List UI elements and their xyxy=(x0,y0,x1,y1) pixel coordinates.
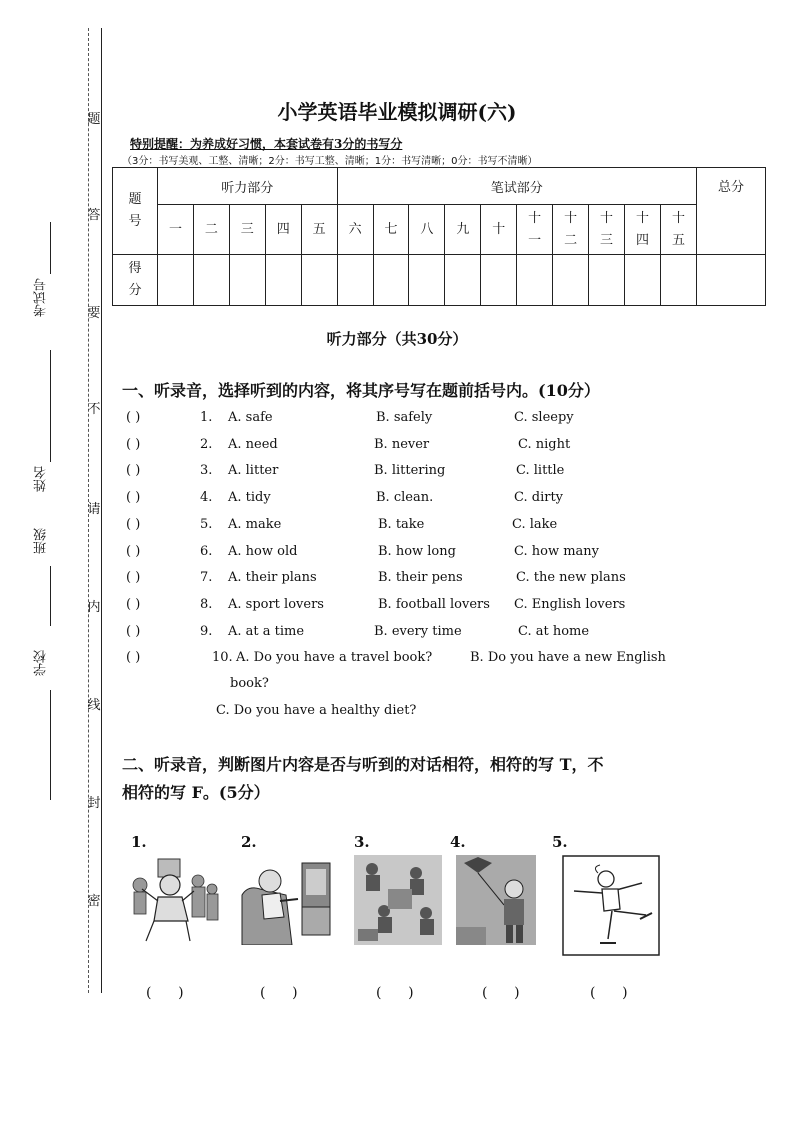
listening-section-title: 听力部分（共30分） xyxy=(326,330,468,348)
option-b: B. littering xyxy=(374,463,446,479)
option-a: A. how old xyxy=(228,543,298,559)
picture-number: 2. xyxy=(241,833,257,851)
answer-bracket-4[interactable]: ( ) xyxy=(482,985,520,1001)
seal-char: 内 xyxy=(87,600,101,615)
question-number-cell: 十 五 xyxy=(660,205,696,255)
score-cell[interactable] xyxy=(301,255,337,306)
option-b: B. take xyxy=(378,516,425,532)
question-number-cell: 十 一 xyxy=(517,205,553,255)
option-a: A. Do you have a travel book? xyxy=(236,650,433,665)
option-a: A. at a time xyxy=(228,623,305,639)
score-cell[interactable] xyxy=(193,255,229,306)
picture-number: 5. xyxy=(552,833,568,851)
answer-bracket[interactable]: ( ) xyxy=(126,650,141,665)
option-c: C. little xyxy=(516,463,565,479)
question-number-cell: 五 xyxy=(301,205,337,255)
row-label-score: 得 分 xyxy=(113,255,158,306)
name-field[interactable] xyxy=(50,350,51,462)
option-b: B. never xyxy=(374,436,430,452)
writing-notice-detail: （3分：书写美观、工整、清晰；2分：书写工整、清晰；1分：书写清晰；0分：书写不清晰） xyxy=(122,156,538,167)
part2-heading-line1: 二、听录音，判断图片内容是否与听到的对话相符，相符的写 T，不 xyxy=(122,755,604,774)
question-number: 5. xyxy=(200,516,213,532)
option-c: C. the new plans xyxy=(516,570,626,586)
question-number-cell: 八 xyxy=(409,205,445,255)
option-c: C. night xyxy=(518,436,571,452)
picture-3-children-playing xyxy=(354,855,442,945)
option-b: B. their pens xyxy=(378,570,463,586)
question-number-cell: 二 xyxy=(193,205,229,255)
school-label: 学校 xyxy=(34,650,49,676)
option-a: A. litter xyxy=(228,463,279,479)
question-number: 2. xyxy=(200,436,213,452)
question-number: 8. xyxy=(200,596,213,612)
seal-char: 线 xyxy=(87,698,101,713)
answer-bracket[interactable]: ( ) xyxy=(126,463,141,479)
seal-char: 封 xyxy=(87,796,101,811)
class-label: 班级 xyxy=(34,528,49,554)
page-title: 小学英语毕业模拟调研(六) xyxy=(277,100,517,124)
question-number: 9. xyxy=(200,623,213,639)
total-score-cell[interactable] xyxy=(697,255,766,306)
answer-bracket-1[interactable]: ( ) xyxy=(146,985,184,1001)
option-c: C. sleepy xyxy=(514,410,574,425)
question-number-cell: 七 xyxy=(373,205,409,255)
score-cell[interactable] xyxy=(158,255,194,306)
answer-bracket[interactable]: ( ) xyxy=(126,516,141,532)
seal-char: 请 xyxy=(87,502,101,517)
listening-group-header: 听力部分 xyxy=(158,168,338,205)
answer-bracket-3[interactable]: ( ) xyxy=(376,985,414,1001)
answer-bracket[interactable]: ( ) xyxy=(126,410,141,425)
question-number: 6. xyxy=(200,543,213,559)
picture-number: 4. xyxy=(450,833,466,851)
class-field[interactable] xyxy=(50,566,51,626)
option-b: B. safely xyxy=(376,410,433,425)
row-label-number: 题 号 xyxy=(113,168,158,255)
question-number: 7. xyxy=(200,570,213,586)
score-cell[interactable] xyxy=(481,255,517,306)
score-cell[interactable] xyxy=(660,255,696,306)
option-b-continued: book? xyxy=(230,676,269,691)
question-number-cell: 十 四 xyxy=(624,205,660,255)
question-number: 3. xyxy=(200,463,213,479)
seal-char: 题 xyxy=(87,112,101,127)
school-field[interactable] xyxy=(50,690,51,800)
score-cell[interactable] xyxy=(337,255,373,306)
answer-bracket[interactable]: ( ) xyxy=(126,490,141,506)
picture-number: 1. xyxy=(131,833,147,851)
answer-bracket[interactable]: ( ) xyxy=(126,570,141,586)
option-c: C. how many xyxy=(514,543,600,559)
total-header: 总分 xyxy=(697,168,766,255)
score-cell[interactable] xyxy=(553,255,589,306)
option-b: B. football lovers xyxy=(378,596,490,612)
option-c: C. Do you have a healthy diet? xyxy=(216,703,417,718)
question-number-cell: 十 二 xyxy=(553,205,589,255)
question-number-cell: 六 xyxy=(337,205,373,255)
question-number: 4. xyxy=(200,490,213,506)
score-cell[interactable] xyxy=(229,255,265,306)
seal-char: 要 xyxy=(87,306,101,321)
option-c: C. at home xyxy=(518,623,590,639)
option-c: C. dirty xyxy=(514,490,564,506)
part2-heading-line2: 相符的写 F。(5分） xyxy=(122,783,270,802)
question-number-cell: 四 xyxy=(265,205,301,255)
option-b: B. how long xyxy=(378,543,456,559)
score-cell[interactable] xyxy=(265,255,301,306)
question-number: 1. xyxy=(200,410,213,425)
writing-group-header: 笔试部分 xyxy=(337,168,696,205)
score-cell[interactable] xyxy=(373,255,409,306)
option-c: C. English lovers xyxy=(514,596,626,612)
part1-heading: 一、听录音，选择听到的内容，将其序号写在题前括号内。(10分） xyxy=(122,381,600,400)
option-a: A. their plans xyxy=(228,570,317,586)
picture-2-watching-tv xyxy=(240,855,332,945)
question-number-cell: 十 xyxy=(481,205,517,255)
answer-bracket[interactable]: ( ) xyxy=(126,543,141,559)
question-number-cell: 三 xyxy=(229,205,265,255)
score-table xyxy=(112,167,766,306)
seal-char: 不 xyxy=(87,402,101,417)
score-cell[interactable] xyxy=(624,255,660,306)
score-cell[interactable] xyxy=(409,255,445,306)
answer-bracket[interactable]: ( ) xyxy=(126,596,141,612)
score-cell[interactable] xyxy=(589,255,625,306)
answer-bracket-5[interactable]: ( ) xyxy=(590,985,628,1001)
option-c: C. lake xyxy=(512,516,558,532)
question-number-cell: 九 xyxy=(445,205,481,255)
exam-number-label: 考试号 xyxy=(34,278,49,317)
picture-4-flying-kite xyxy=(456,855,536,945)
question-number: 10. xyxy=(212,650,233,665)
writing-notice: 特别提醒：为养成好习惯，本套试卷有3分的书写分 xyxy=(130,137,403,151)
picture-number: 3. xyxy=(354,833,370,851)
picture-1-celebration xyxy=(128,855,220,945)
name-label: 姓名 xyxy=(34,466,49,492)
seal-char: 密 xyxy=(87,894,101,909)
score-cell[interactable] xyxy=(445,255,481,306)
score-cell[interactable] xyxy=(517,255,553,306)
question-number-cell: 十 三 xyxy=(589,205,625,255)
option-b: B. clean. xyxy=(376,490,434,506)
answer-bracket-2[interactable]: ( ) xyxy=(260,985,298,1001)
question-number-cell: 一 xyxy=(158,205,194,255)
option-a: A. sport lovers xyxy=(228,596,324,612)
answer-bracket[interactable]: ( ) xyxy=(126,436,141,452)
option-a: A. make xyxy=(228,516,282,532)
picture-5-skating xyxy=(562,855,660,956)
option-a: A. safe xyxy=(228,410,273,425)
option-a: A. tidy xyxy=(228,490,271,506)
exam-number-field[interactable] xyxy=(50,222,51,274)
option-b: B. every time xyxy=(374,623,462,639)
option-a: A. need xyxy=(228,436,278,452)
answer-bracket[interactable]: ( ) xyxy=(126,623,141,639)
seal-char: 答 xyxy=(87,208,101,223)
option-b: B. Do you have a new English xyxy=(470,650,666,665)
